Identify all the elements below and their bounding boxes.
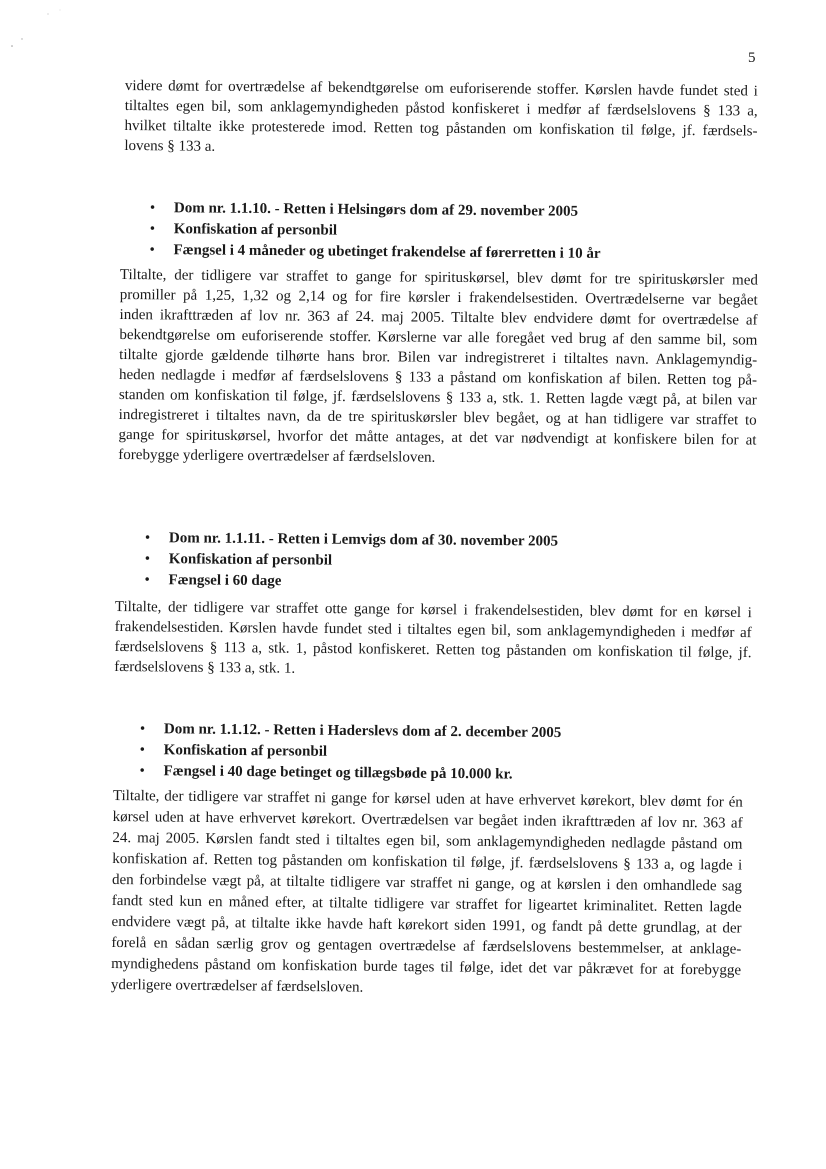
paragraph-line: tiltalte gjorde gældende tilhørte hans bror. Bilen var indregistreret i tiltaltes navn. Anklagemyndig- [119,346,758,369]
case-heading-title: • Dom nr. 1.1.12. - Retten i Haderslevs dom af 2. december 2005 [140,719,590,744]
paragraph-line: Tiltalte, der tidligere var straffet to gange for spirituskørsel, blev dømt for tre spirituskørsler med [119,266,758,289]
paragraph-line: forelå en sådan særlig grov og gentagen overtrædelse af færdselslovens bestemmelser, at anklage- [111,934,742,958]
paragraph-line: tiltaltes egen bil, som anklagemyndigheden påstod konfiskeret i medfør af færdselslovens § 133 a, [124,97,758,120]
paragraph-line: bekendtgørelse om euforiserende stoffer. Kørslerne var alle foregået ved brug af den samme bil, som [119,326,758,349]
intro-paragraph [124,76,758,162]
paragraph-line: færdselslovens § 133 a, stk. 1. [114,658,296,677]
case-heading-subject: • Konfiskation af personbil [150,219,630,244]
case-2-headings [144,528,585,595]
case-heading-sentence: • Fængsel i 40 dage betinget og tillægsbøde på 10.000 kr. [139,761,589,786]
case-3-headings [139,719,590,786]
paragraph-line: endvidere vægt på, at tiltalte ikke havde haft kørekort siden 1991, og fandt på dette grundlag, at der [111,913,742,937]
paragraph-line: inden ikrafttræden af lov nr. 363 af 24. maj 2005. Tiltalte blev endvidere dømt for overtrædelse af [119,306,758,329]
paragraph-line: gange for spirituskørsel, hvorfor det måtte antages, at det var nødvendigt at konfiskere bilen for at [118,426,757,449]
paragraph-line: promiller på 1,25, 1,32 og 2,14 og for fire kørsler i frakendelsestiden. Overtrædelserne var begået [119,286,758,309]
paragraph-line: færdselslovens § 113 a, stk. 1, påstod konfiskeret. Retten tog påstanden om konfiskation til følge, jf. [114,638,752,662]
paragraph-line: standen om konfiskation til følge, jf. færdselslovens § 133 a, stk. 1. Retten lagde vægt på, at bilen var [118,386,757,409]
case-2-body [114,597,752,683]
paragraph-line: myndighedens påstand om konfiskation burde tages til følge, idet det var påkrævet for at forebygge [111,955,742,979]
paragraph-line: kørsel uden at have erhvervet kørekort. Overtrædelsen var begået inden ikrafttræden af lov nr. 363 af [112,808,743,832]
case-heading-subject: • Konfiskation af personbil [145,549,585,574]
paragraph-line: heden nedlagde i medfør af færdselslovens § 133 a påstand om konfiskation af bilen. Retten tog på- [118,366,758,389]
case-heading-sentence: • Fængsel i 4 måneder og ubetinget frakendelse af førerretten i 10 år [149,240,629,265]
case-1-body [118,265,758,471]
paragraph-line: hvilket tiltalte ikke protesterede imod. Retten tog påstanden om konfiskation til følge, jf. færdsels- [124,117,758,140]
paragraph-line: 24. maj 2005. Kørslen fandt sted i tiltaltes egen bil, som anklagemyndigheden nedlagde påstand om [112,829,743,853]
page-number: 5 [748,50,756,66]
paragraph-line: Tiltalte, der tidligere var straffet otte gange for kørsel i frakendelsestiden, blev dømt for en kørsel i [114,598,752,622]
paragraph-line: fandt sted kun en måned efter, at tiltalte tidligere var straffet for ligeartet kriminalitet. Retten lagde [111,892,742,916]
paragraph-line: videre dømt for overtrædelse af bekendtgørelse om euforiserende stoffer. Kørslen havde fundet sted i [124,77,758,100]
case-heading-title: • Dom nr. 1.1.10. - Retten i Helsingørs dom af 29. november 2005 [150,198,630,223]
scan-specks [10,8,70,48]
case-heading-title: • Dom nr. 1.1.11. - Retten i Lemvigs dom af 30. november 2005 [145,528,585,553]
case-heading-sentence: • Fængsel i 60 dage [144,570,584,595]
paragraph-line: Tiltalte, der tidligere var straffet ni gange for kørsel uden at have erhvervet kørekort, blev dømt for én [112,787,743,811]
paragraph-line: forebygge yderligere overtrædelser af færdselsloven. [118,446,436,466]
paragraph-line: konfiskation af. Retten tog påstanden om konfiskation til følge, jf. færdselslovens § 133 a, og lagde i [112,850,743,874]
case-1-headings [149,198,630,265]
paragraph-line: den forbindelse vægt på, at tiltalte tidligere var straffet ni gange, og at kørslen i den omhandlede sag [111,871,743,895]
paragraph-line: indregistreret i tiltaltes navn, da de tre spirituskørsler blev begået, og at han tidligere var straffet to [118,406,757,429]
paragraph-line: yderligere overtrædelser af færdselsloven. [110,976,364,996]
paragraph-line: frakendelsestiden. Kørslen havde fundet sted i tiltaltes egen bil, som anklagemyndigheden i medfør af [114,618,752,642]
case-3-body [111,786,743,1003]
paragraph-line: lovens § 133 a. [124,137,216,155]
case-heading-subject: • Konfiskation af personbil [140,740,590,765]
